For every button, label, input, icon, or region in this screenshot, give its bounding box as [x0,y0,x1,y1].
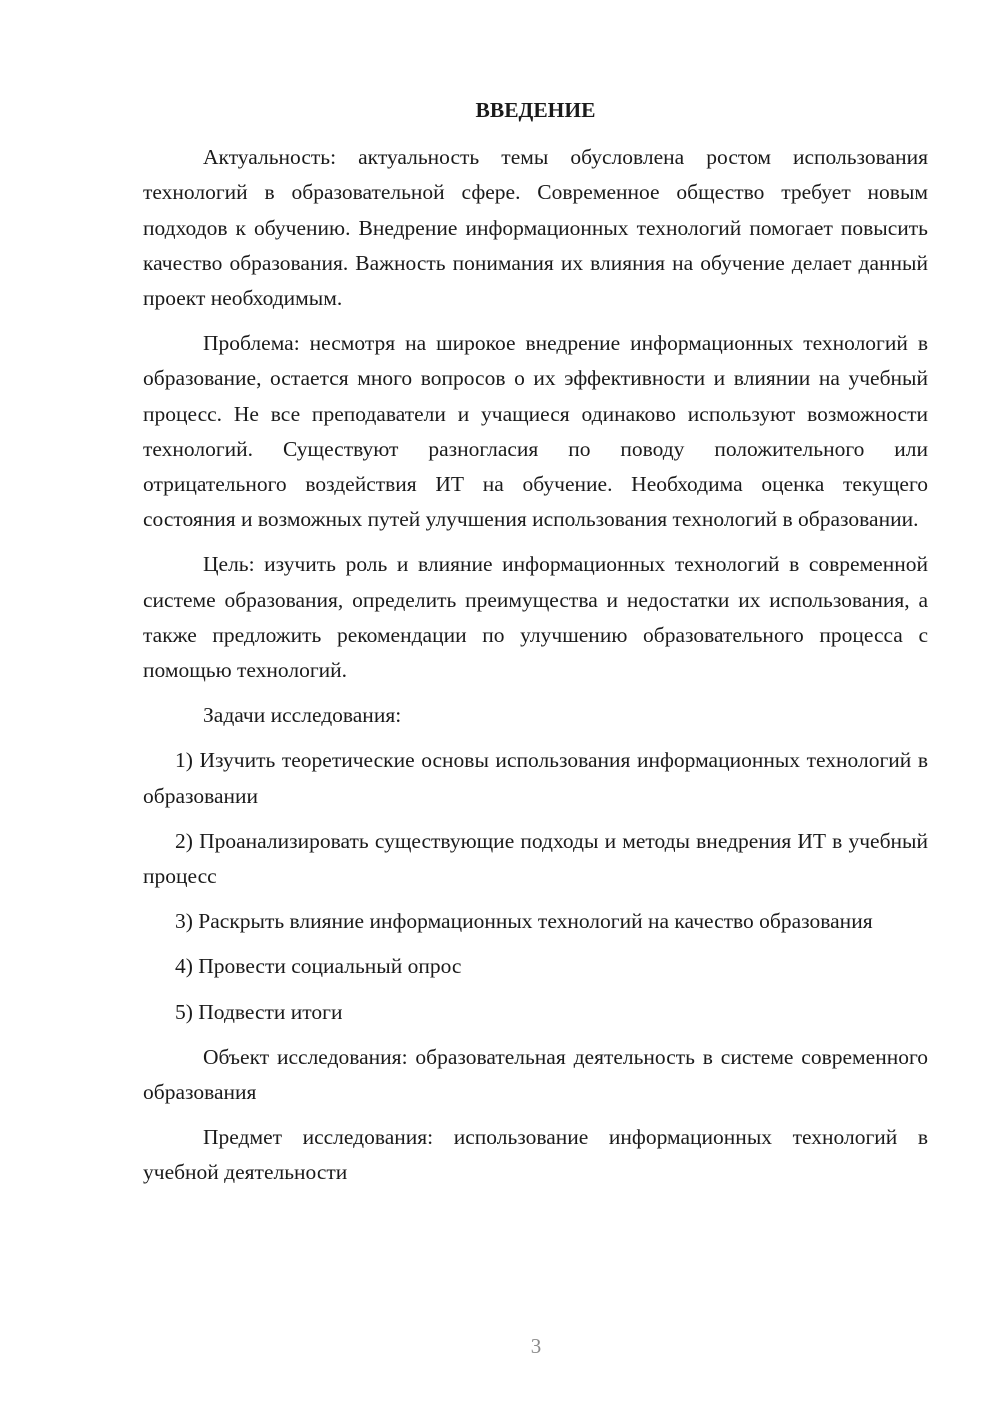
subject-paragraph: Предмет исследования: использование информационных технологий в учебной деятельности [143,1125,928,1185]
task-item: 1) Изучить теоретические основы использования информационных технологий в образовании [143,748,928,808]
task-item: 4) Провести социальный опрос [175,954,462,979]
section-title: ВВЕДЕНИЕ [475,98,596,122]
task-item: 2) Проанализировать существующие подходы и методы внедрения ИТ в учебный процесс [143,828,928,889]
task-item: 3) Раскрыть влияние информационных технологий на качество образования [175,909,873,934]
tasks-list [143,743,928,1029]
tasks-heading: Задачи исследования: [203,703,402,728]
page-number: 3 [530,1334,542,1358]
relevance-paragraph: Актуальность: актуальность темы обусловлена ростом использования технологий в образовательной сфере. Современное общество требует новым подходов к обучению. Внедрение информационных технологий помогает повысить качество образования. Важность понимания их влияния на обучение делает данный проект необходимым. [143,145,928,311]
document-page [143,93,928,1201]
goal-paragraph: Цель: изучить роль и влияние информационных технологий в современной системе образования, определить преимущества и недостатки их использования, а также предложить рекомендации по улучшению образовательного процесса с помощью технологий. [143,552,928,683]
object-paragraph: Объект исследования: образовательная деятельность в системе современного образования [143,1044,928,1105]
problem-paragraph: Проблема: несмотря на широкое внедрение информационных технологий в образование, остается много вопросов о их эффективности и влиянии на учебный процесс. Не все преподаватели и учащиеся одинаково используют возможности технологий. Существуют разногласия по поводу положительного или отрицательного воздействия ИТ на обучение. Необходима оценка текущего состояния и возможных путей улучшения использования технологий в образовании. [143,331,928,532]
task-item: 5) Подвести итоги [175,999,343,1024]
